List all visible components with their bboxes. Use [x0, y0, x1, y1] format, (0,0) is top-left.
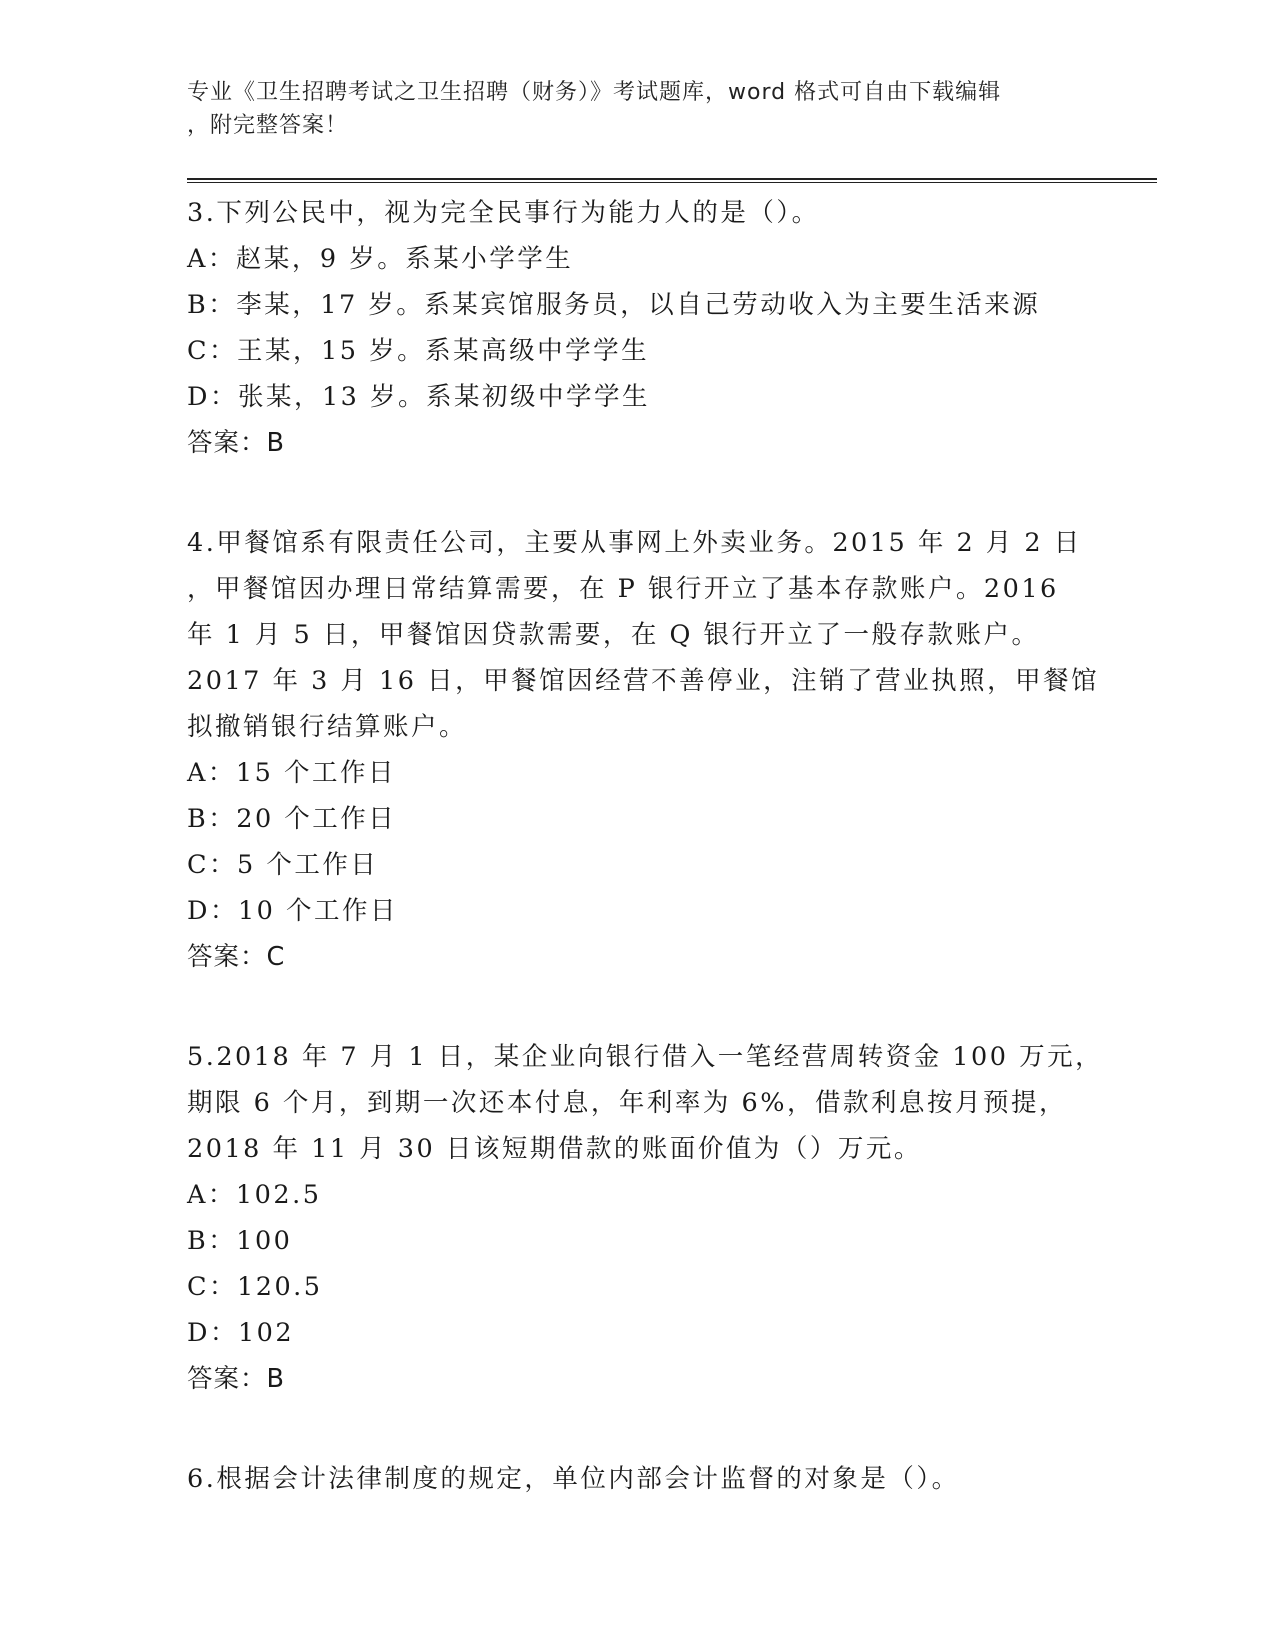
question-stem: 4.甲餐馆系有限责任公司，主要从事网上外卖业务。2015 年 2 月 2 日: [187, 528, 1082, 558]
question-stem: 拟撤销银行结算账户。: [187, 712, 468, 742]
header-line-2: ，附完整答案！: [187, 113, 349, 138]
option-d: D：10 个工作日: [187, 896, 398, 926]
header-line-1: 专业《卫生招聘考试之卫生招聘（财务）》考试题库，word 格式可自由下载编辑: [187, 80, 1002, 105]
option-b: B：李某，17 岁。系某宾馆服务员，以自己劳动收入为主要生活来源: [187, 290, 1041, 320]
question-stem: 3.下列公民中，视为完全民事行为能力人的是（）。: [187, 198, 820, 228]
option-c: C：王某，15 岁。系某高级中学学生: [187, 336, 650, 366]
question-stem: 2018 年 11 月 30 日该短期借款的账面价值为（）万元。: [187, 1134, 922, 1164]
question-stem: 6.根据会计法律制度的规定，单位内部会计监督的对象是（）。: [187, 1464, 960, 1494]
answer-label: 答案：B: [187, 1364, 285, 1394]
option-a: A：15 个工作日: [187, 758, 396, 788]
option-d: D：张某，13 岁。系某初级中学学生: [187, 382, 650, 412]
option-a: A：赵某，9 岁。系某小学学生: [187, 244, 574, 274]
question-stem: 2017 年 3 月 16 日，甲餐馆因经营不善停业，注销了营业执照，甲餐馆: [187, 666, 1100, 696]
question-stem: 5.2018 年 7 月 1 日，某企业向银行借入一笔经营周转资金 100 万元，: [187, 1042, 1104, 1072]
option-c: C：5 个工作日: [187, 850, 379, 880]
question-list: [187, 190, 1107, 1556]
question-stem: ，甲餐馆因办理日常结算需要，在 P 银行开立了基本存款账户。2016: [187, 574, 1059, 604]
answer-label: 答案：B: [187, 428, 285, 458]
option-a: A：102.5: [187, 1180, 322, 1210]
question-stem: 年 1 月 5 日，甲餐馆因贷款需要，在 Q 银行开立了一般存款账户。: [187, 620, 1040, 650]
question-6: [187, 1456, 1107, 1502]
question-4: [187, 520, 1107, 980]
answer-label: 答案：C: [187, 942, 286, 972]
option-b: B：100: [187, 1226, 293, 1256]
header-divider: [187, 178, 1157, 183]
question-stem: 期限 6 个月，到期一次还本付息，年利率为 6%，借款利息按月预提，: [187, 1088, 1067, 1118]
option-b: B：20 个工作日: [187, 804, 397, 834]
option-c: C：120.5: [187, 1272, 323, 1302]
option-d: D：102: [187, 1318, 295, 1348]
document-header: [187, 76, 1087, 142]
question-5: [187, 1034, 1107, 1402]
question-3: [187, 190, 1107, 466]
